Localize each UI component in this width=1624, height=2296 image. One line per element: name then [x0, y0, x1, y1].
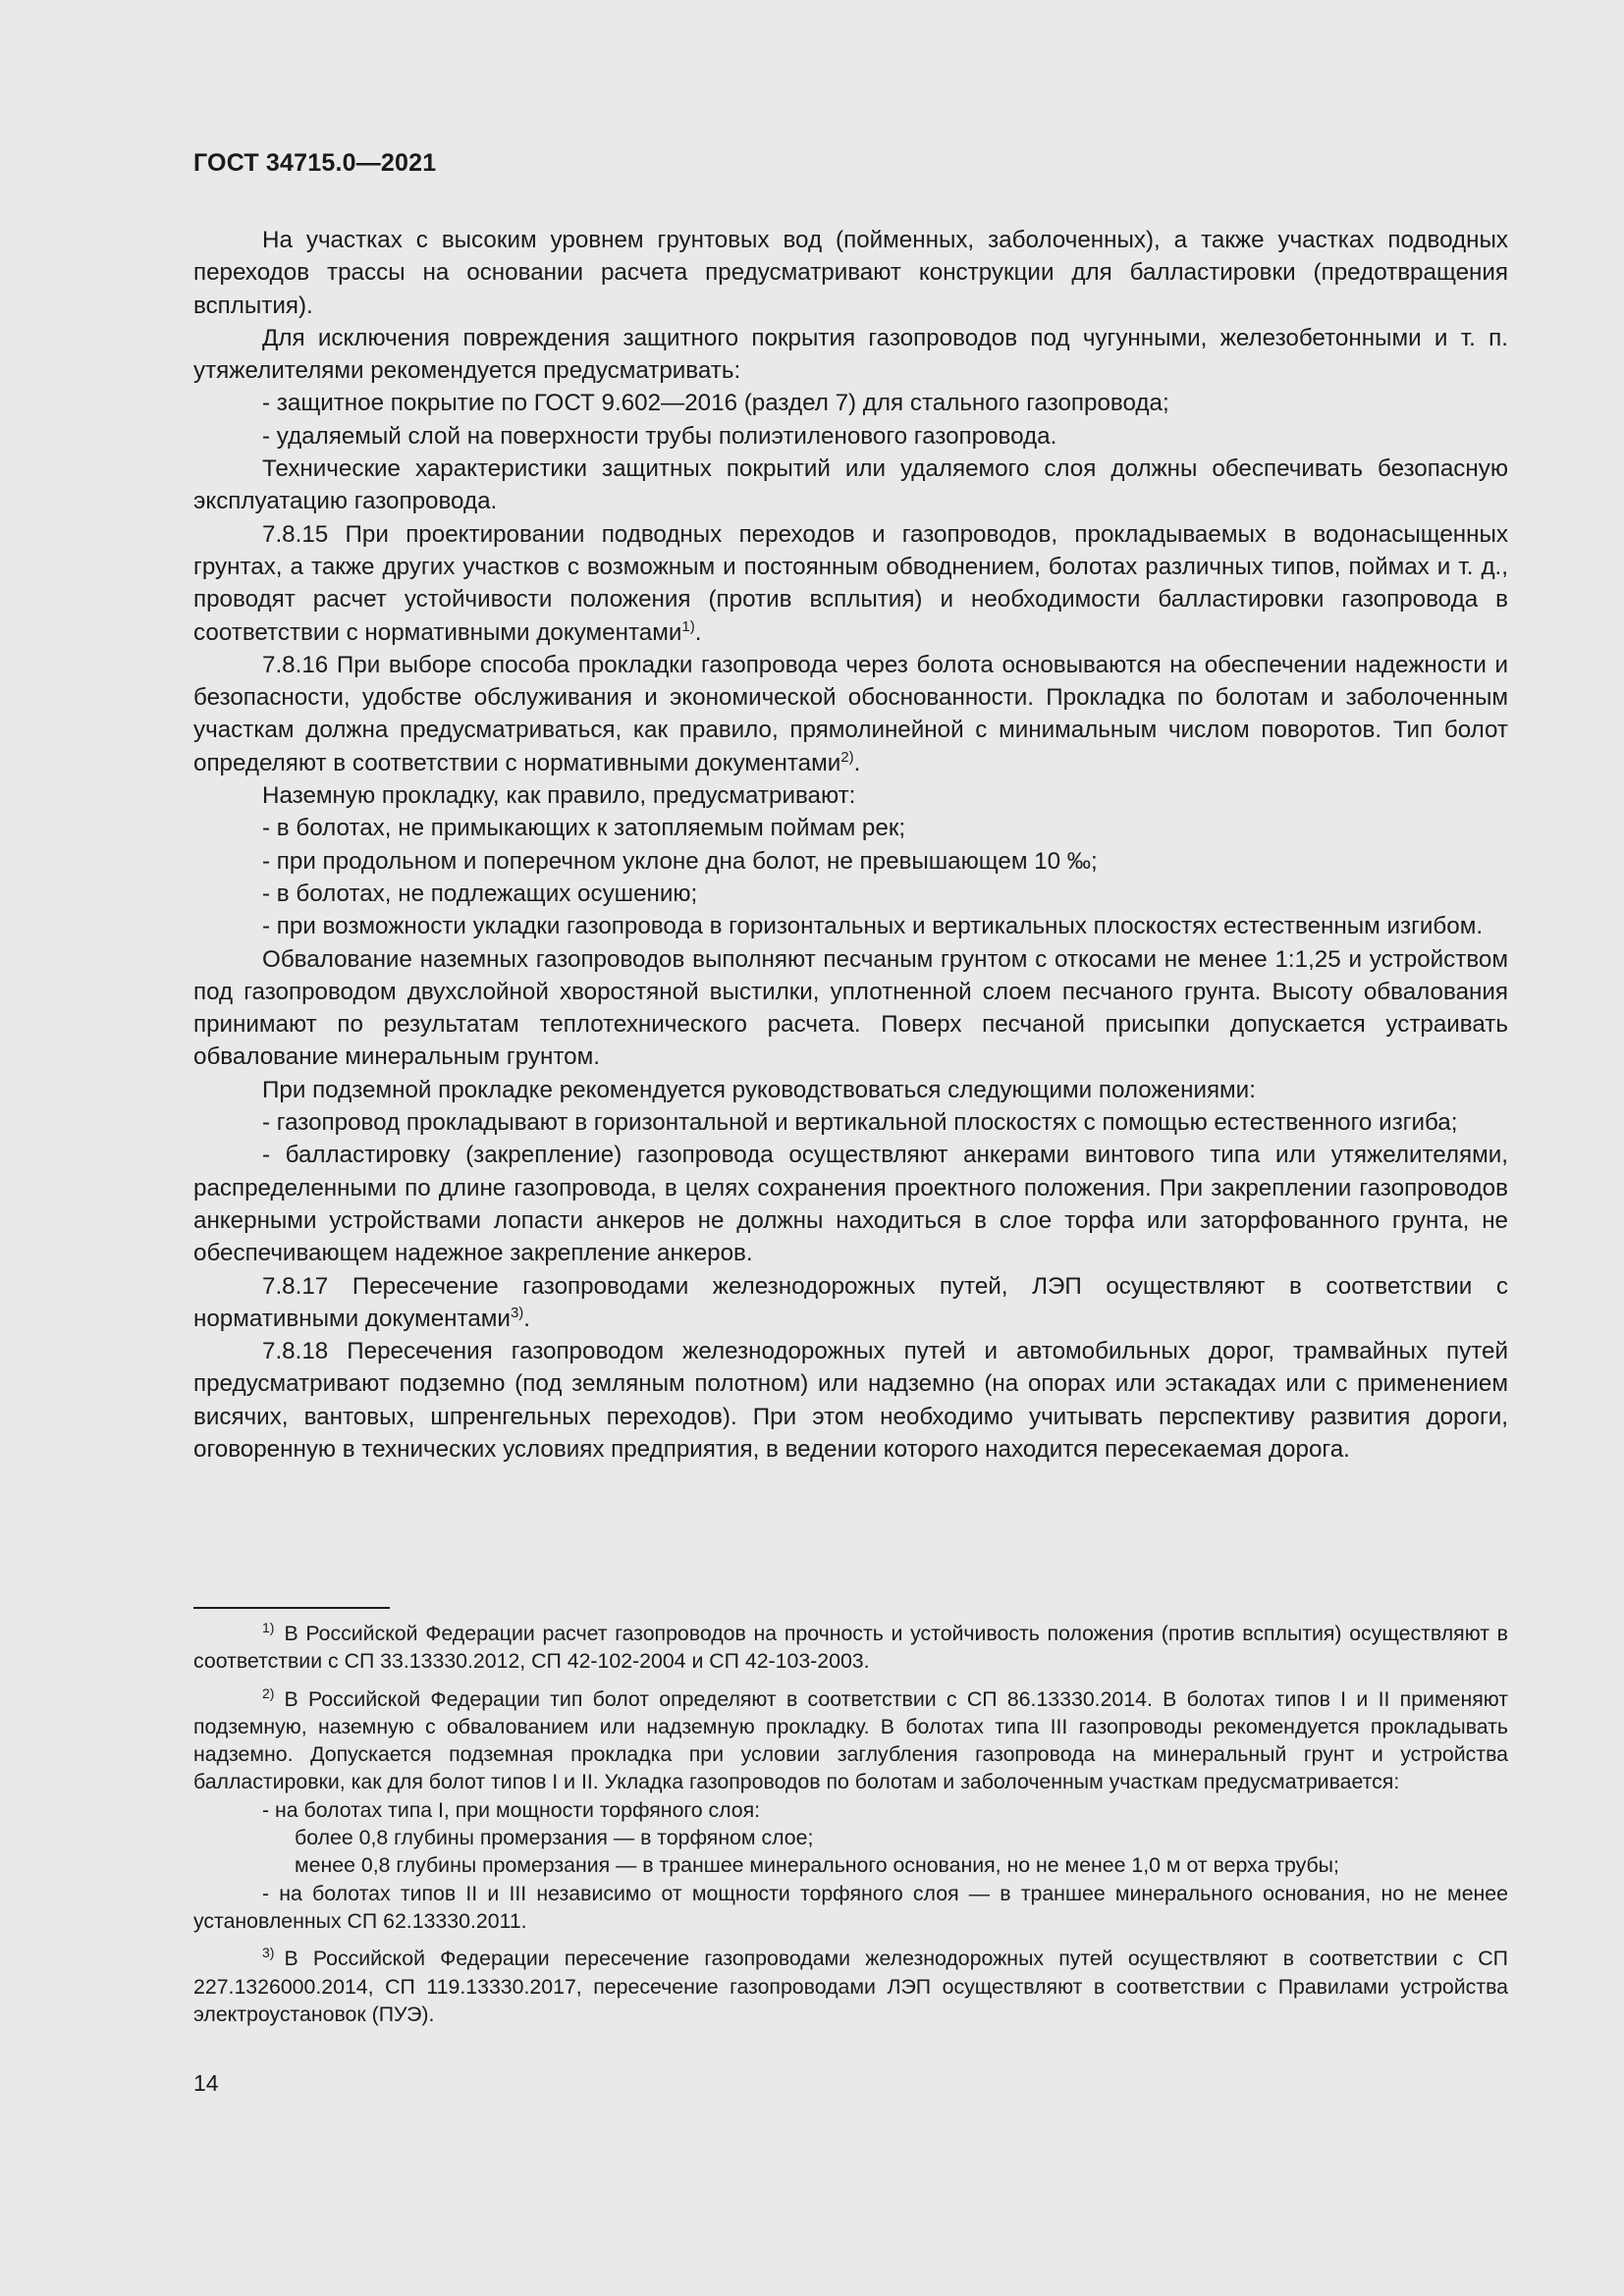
clause-7-8-15: [193, 518, 1508, 649]
page-number: 14: [193, 2070, 219, 2096]
clause-7-8-18: 7.8.18 Пересечения газопроводом железнодорожных путей и автомобильных дорог, трамвайных путей предусматривают подземно (под земляным полотном) или надземно (на опорах или эстакадах или с применением висячих, вантовых, шпренгельных переходов). При этом необходимо учитывать перспективу развития дороги, оговоренную в технических условиях предприятия, в ведении которого находится пересекаемая дорога.: [193, 1338, 1508, 1463]
list-item: - в болотах, не примыкающих к затопляемым поймам рек;: [262, 815, 906, 842]
clause-text: 7.8.15 При проектировании подводных переходов и газопроводов, прокладываемых в водонасыщенных грунтах, а также других участков с возможным и постоянным обводнением, болотах различных типов, поймах и т. д., проводят расчет устойчивости положения (против всплытия) и необходимости балластировки газопровода в соответствии с нормативными документами: [193, 520, 1508, 646]
clause-7-8-16: [193, 649, 1508, 779]
footnote-divider: [193, 1607, 390, 1609]
footnote-list-item: - на болотах типа I, при мощности торфяного слоя:: [262, 1797, 761, 1822]
paragraph: Для исключения повреждения защитного покрытия газопроводов под чугунными, железобетонными и т. п. утяжелителями рекомендуется предусматривать:: [193, 324, 1508, 385]
paragraph: Обвалование наземных газопроводов выполняют песчаным грунтом с откосами не менее 1:1,25 и устройством под газопроводом двухслойной хворостяной выстилки, уплотненной слоем песчаного грунта. Высоту обвалования принимают по результатам теплотехнического расчета. Поверх песчаной присыпки допускается устраивать обвалование минеральным грунтом.: [193, 945, 1508, 1071]
paragraph: Технические характеристики защитных покрытий или удаляемого слоя должны обеспечивать безопасную эксплуатацию газопровода.: [193, 455, 1508, 515]
list-item: - при возможности укладки газопровода в горизонтальных и вертикальных плоскостях естественным изгибом.: [262, 913, 1484, 940]
list-item: - при продольном и поперечном уклоне дна болот, не превышающем 10 ‰;: [262, 847, 1098, 875]
footnote-ref: 2): [840, 748, 854, 766]
footnotes: [193, 1620, 1508, 2028]
footnote-3: [193, 1945, 1508, 2028]
clause-end: .: [853, 749, 861, 776]
clause-end: .: [694, 618, 702, 646]
body-text: [193, 224, 1508, 1466]
clause-7-8-17: [193, 1270, 1508, 1336]
footnote-text: В Российской Федерации пересечение газопроводами железнодорожных путей осуществляют в соответствии с СП 227.1326000.2014, СП 119.13330.2017, пересечение газопроводами ЛЭП осуществляют в соответствии с Правилами устройства электроустановок (ПУЭ).: [193, 1947, 1508, 2026]
paragraph: На участках с высоким уровнем грунтовых вод (пойменных, заболоченных), а также участках подводных переходов трассы на основании расчета предусматривают конструкции для балластировки (предотвращения всплытия).: [193, 227, 1508, 319]
list-item: - удаляемый слой на поверхности трубы полиэтиленового газопровода.: [262, 422, 1057, 450]
clause-text: 7.8.17 Пересечение газопроводами железнодорожных путей, ЛЭП осуществляют в соответствии с нормативными документами: [193, 1272, 1508, 1332]
footnote-mark: 1): [262, 1619, 275, 1635]
clause-end: .: [523, 1305, 531, 1332]
paragraph: Наземную прокладку, как правило, предусматривают:: [262, 782, 856, 810]
paragraph: При подземной прокладке рекомендуется руководствоваться следующими положениями:: [262, 1076, 1256, 1103]
list-item: - в болотах, не подлежащих осушению;: [262, 880, 698, 907]
footnote-text: В Российской Федерации тип болот определяют в соответствии с СП 86.13330.2014. В болотах типов I и II применяют подземную, наземную с обвалованием или надземную прокладку. В болотах типа III газопроводы рекомендуется прокладывать надземно. Допускается подземная прокладка при условии заглубления газопровода на минеральный грунт и устройства балластировки, как для болот типов I и II. Укладка газопроводов по болотам и заболоченным участкам предусматривается:: [193, 1686, 1508, 1794]
footnote-list-item: - на болотах типов II и III независимо от мощности торфяного слоя — в траншее минерального основания, но не менее установленных СП 62.13330.2011.: [193, 1881, 1508, 1933]
footnote-ref: 3): [510, 1304, 524, 1321]
list-item: - газопровод прокладывают в горизонтальной и вертикальной плоскостях с помощью естественного изгиба;: [262, 1109, 1458, 1137]
footnote-text: В Российской Федерации расчет газопроводов на прочность и устойчивость положения (против всплытия) осуществляют в соответствии с СП 33.13330.2012, СП 42-102-2004 и СП 42-103-2003.: [193, 1622, 1508, 1674]
list-item: - балластировку (закрепление) газопровода осуществляют анкерами винтового типа или утяжелителями, распределенными по длине газопровода, в целях сохранения проектного положения. При закреплении газопроводов анкерными устройствами лопасти анкеров не должны находиться в слое торфа или заторфованного грунта, не обеспечивающем надежное закрепление анкеров.: [193, 1142, 1508, 1267]
footnote-sub-item: менее 0,8 глубины промерзания — в траншее минерального основания, но не менее 1,0 м от верха трубы;: [295, 1853, 1339, 1878]
footnote-mark: 2): [262, 1684, 275, 1701]
footnote-sub-item: более 0,8 глубины промерзания — в торфяном слое;: [295, 1826, 814, 1850]
list-item: - защитное покрытие по ГОСТ 9.602—2016 (раздел 7) для стального газопровода;: [262, 390, 1169, 417]
footnote-mark: 3): [262, 1945, 275, 1961]
clause-text: 7.8.16 При выборе способа прокладки газопровода через болота основываются на обеспечении надежности и безопасности, удобстве обслуживания и экономической обоснованности. Прокладка по болотам и заболоченным участкам должна предусматриваться, как правило, прямолинейной с минимальным числом поворотов. Тип болот определяют в соответствии с нормативными документами: [193, 651, 1508, 776]
footnote-ref: 1): [681, 617, 695, 635]
document-header: ГОСТ 34715.0—2021: [193, 149, 437, 177]
footnote-2: [193, 1685, 1508, 1796]
footnote-1: [193, 1620, 1508, 1676]
